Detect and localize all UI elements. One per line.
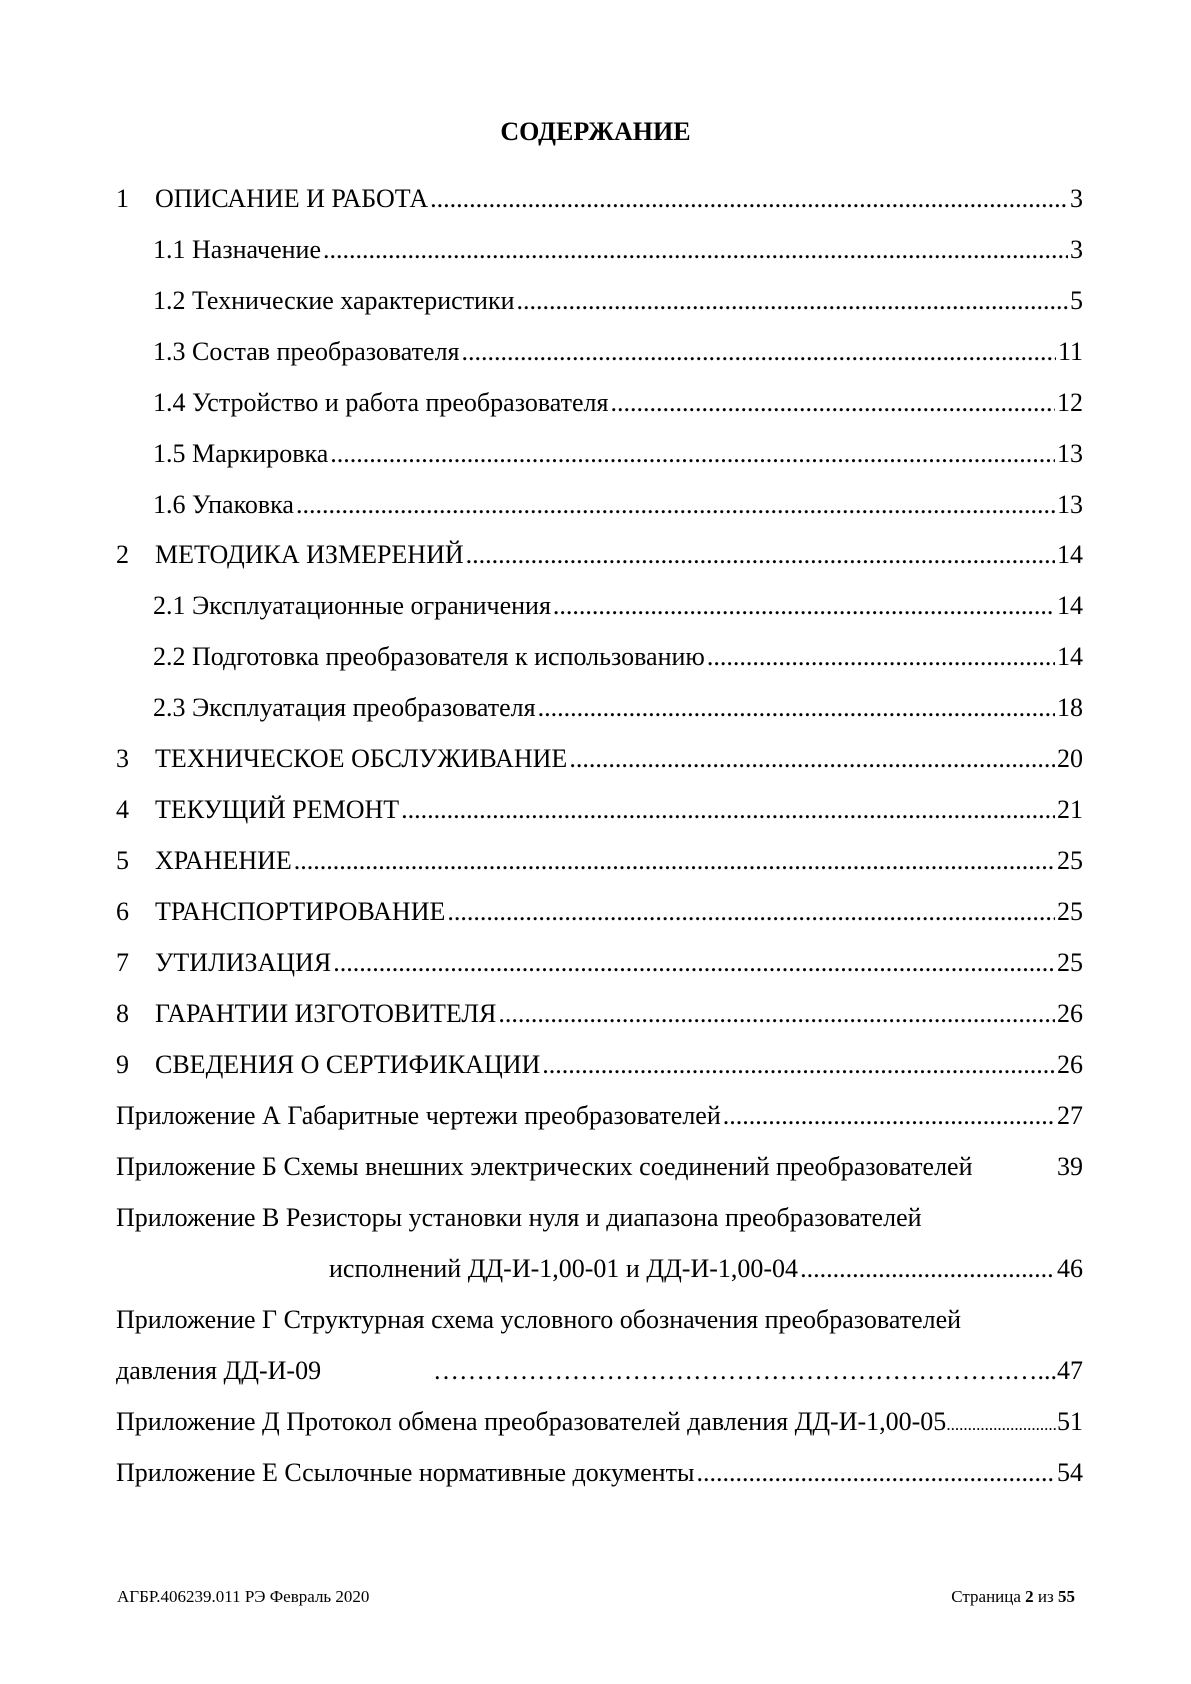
toc-page: 47 xyxy=(1057,1356,1083,1385)
toc-label: ТЕХНИЧЕСКОЕ ОБСЛУЖИВАНИЕ xyxy=(155,744,568,773)
toc-appendix-d[interactable] xyxy=(116,1402,1083,1442)
toc-entry-2[interactable] xyxy=(116,535,1083,575)
toc-page: 54 xyxy=(1057,1458,1083,1487)
toc-leader xyxy=(707,637,1055,677)
toc-appendix-g-line2[interactable] xyxy=(116,1351,1083,1391)
toc-appendix-v-line2[interactable] xyxy=(329,1249,1083,1289)
toc-entry-3[interactable] xyxy=(116,739,1083,779)
toc-page: 26 xyxy=(1057,999,1083,1028)
toc-leader xyxy=(542,1045,1055,1085)
toc-label: 2.1 Эксплуатационные ограничения xyxy=(153,591,551,620)
toc-leader xyxy=(517,281,1068,321)
toc-label: Приложение А Габаритные чертежи преобразователей xyxy=(116,1101,721,1130)
toc-entry-7[interactable] xyxy=(116,943,1083,983)
toc-leader xyxy=(800,1249,1055,1289)
toc-entry-1-1[interactable] xyxy=(153,230,1083,270)
toc-leader xyxy=(323,230,1068,270)
toc-page: 14 xyxy=(1057,642,1083,671)
toc-label: 1.1 Назначение xyxy=(153,235,321,264)
toc-page: 13 xyxy=(1057,490,1083,519)
toc-label: Приложение Д Протокол обмена преобразователей давления ДД-И-1,00-05 xyxy=(116,1407,947,1436)
toc-leader xyxy=(610,383,1055,423)
toc-leader xyxy=(430,179,1068,219)
toc-page: 51 xyxy=(1057,1407,1083,1436)
toc-entry-1-6[interactable] xyxy=(153,485,1083,525)
toc-page: 3 xyxy=(1070,235,1083,264)
toc-leader xyxy=(330,434,1055,474)
toc-leader xyxy=(401,790,1055,830)
toc-entry-1[interactable] xyxy=(116,179,1083,219)
toc-page: 27 xyxy=(1057,1101,1083,1130)
toc-page: 39 xyxy=(1057,1152,1083,1181)
toc-page: 5 xyxy=(1070,286,1083,315)
toc-label: исполнений ДД-И-1,00-01 и ДД-И-1,00-04 xyxy=(329,1254,799,1283)
footer-page-of: из xyxy=(1037,1587,1054,1606)
toc-label: ОПИСАНИЕ И РАБОТА xyxy=(155,184,429,213)
toc-entry-2-3[interactable] xyxy=(153,688,1083,728)
toc-number: 3 xyxy=(116,744,129,773)
toc-page: 21 xyxy=(1057,795,1083,824)
toc-appendix-v-line1[interactable]: Приложение В Резисторы установки нуля и диапазона преобразователей xyxy=(116,1203,922,1232)
toc-entry-4[interactable] xyxy=(116,790,1083,830)
toc-page: 14 xyxy=(1057,591,1083,620)
toc-leader xyxy=(294,841,1055,881)
toc-entry-1-4[interactable] xyxy=(153,383,1083,423)
toc-leader xyxy=(466,535,1055,575)
toc-label: ГАРАНТИИ ИЗГОТОВИТЕЛЯ xyxy=(155,999,497,1028)
toc-page: 20 xyxy=(1057,744,1083,773)
toc-appendix-e[interactable] xyxy=(116,1453,1083,1493)
toc-label: ХРАНЕНИЕ xyxy=(155,846,292,875)
toc-page: 12 xyxy=(1057,388,1083,417)
toc-appendix-g-line1[interactable]: Приложение Г Структурная схема условного обозначения преобразователей xyxy=(116,1305,962,1334)
toc-entry-6[interactable] xyxy=(116,892,1083,932)
toc-label: 1.4 Устройство и работа преобразователя xyxy=(153,388,609,417)
toc-label: УТИЛИЗАЦИЯ xyxy=(155,948,332,977)
toc-entry-8[interactable] xyxy=(116,994,1083,1034)
toc-leader xyxy=(553,586,1055,626)
toc-number: 2 xyxy=(116,540,129,569)
toc-entry-9[interactable] xyxy=(116,1045,1083,1085)
toc-number: 7 xyxy=(116,948,129,977)
toc-page: 18 xyxy=(1057,693,1083,722)
toc-number: 1 xyxy=(116,184,129,213)
toc-label: ТРАНСПОРТИРОВАНИЕ xyxy=(155,897,446,926)
toc-page: 46 xyxy=(1057,1254,1083,1283)
toc-label: СВЕДЕНИЯ О СЕРТИФИКАЦИИ xyxy=(155,1050,541,1079)
toc-leader xyxy=(723,1096,1055,1136)
toc-label: 1.3 Состав преобразователя xyxy=(153,337,460,366)
footer-document-id: АГБР.406239.011 РЭ Февраль 2020 xyxy=(117,1587,370,1606)
toc-entry-1-5[interactable] xyxy=(153,434,1083,474)
toc-number: 5 xyxy=(116,846,129,875)
toc-entry-2-1[interactable] xyxy=(153,586,1083,626)
toc-appendix-a[interactable] xyxy=(116,1096,1083,1136)
footer-page-total: 55 xyxy=(1058,1587,1075,1606)
footer-page-prefix: Страница xyxy=(951,1587,1021,1606)
toc-entry-1-2[interactable] xyxy=(153,281,1083,321)
toc-label: 2.3 Эксплуатация преобразователя xyxy=(153,693,536,722)
toc-leader xyxy=(696,1453,1055,1493)
toc-label: МЕТОДИКА ИЗМЕРЕНИЙ xyxy=(155,540,464,569)
toc-label: 1.6 Упаковка xyxy=(153,490,294,519)
toc-page: 3 xyxy=(1070,184,1083,213)
toc-leader xyxy=(498,994,1055,1034)
toc-number: 9 xyxy=(116,1050,129,1079)
toc-leader xyxy=(538,688,1055,728)
toc-entry-1-3[interactable] xyxy=(153,332,1083,372)
toc-leader: ………………………………………………………….…... xyxy=(433,1356,1057,1385)
toc-leader xyxy=(296,485,1055,525)
toc-label: Приложение Е Ссылочные нормативные документы xyxy=(116,1458,695,1487)
footer-page-current: 2 xyxy=(1025,1587,1034,1606)
toc-page: 26 xyxy=(1057,1050,1083,1079)
toc-page: 25 xyxy=(1057,897,1083,926)
toc-label: давления ДД-И-09 xyxy=(116,1356,322,1385)
toc-page: 25 xyxy=(1057,846,1083,875)
page-title: СОДЕРЖАНИЕ xyxy=(500,117,691,146)
toc-page: 14 xyxy=(1057,540,1083,569)
toc-label: 2.2 Подготовка преобразователя к использованию xyxy=(153,642,705,671)
toc-entry-5[interactable] xyxy=(116,841,1083,881)
toc-label: 1.2 Технические характеристики xyxy=(153,286,515,315)
toc-number: 6 xyxy=(116,897,129,926)
toc-label: Приложение Б Схемы внешних электрических соединений преобразователей xyxy=(116,1152,973,1181)
toc-leader xyxy=(462,332,1056,372)
toc-leader xyxy=(447,892,1055,932)
toc-number: 4 xyxy=(116,795,129,824)
toc-entry-2-2[interactable] xyxy=(153,637,1083,677)
toc-page: 13 xyxy=(1057,439,1083,468)
toc-page: 25 xyxy=(1057,948,1083,977)
toc-label: ТЕКУЩИЙ РЕМОНТ xyxy=(155,795,400,824)
toc-leader xyxy=(946,1405,1057,1445)
toc-appendix-b[interactable] xyxy=(116,1147,1083,1187)
toc-page: 11 xyxy=(1057,337,1083,366)
footer-page-number xyxy=(951,1585,1075,1609)
toc-leader xyxy=(569,739,1055,779)
toc-number: 8 xyxy=(116,999,129,1028)
toc-leader xyxy=(333,943,1055,983)
toc-label: 1.5 Маркировка xyxy=(153,439,329,468)
